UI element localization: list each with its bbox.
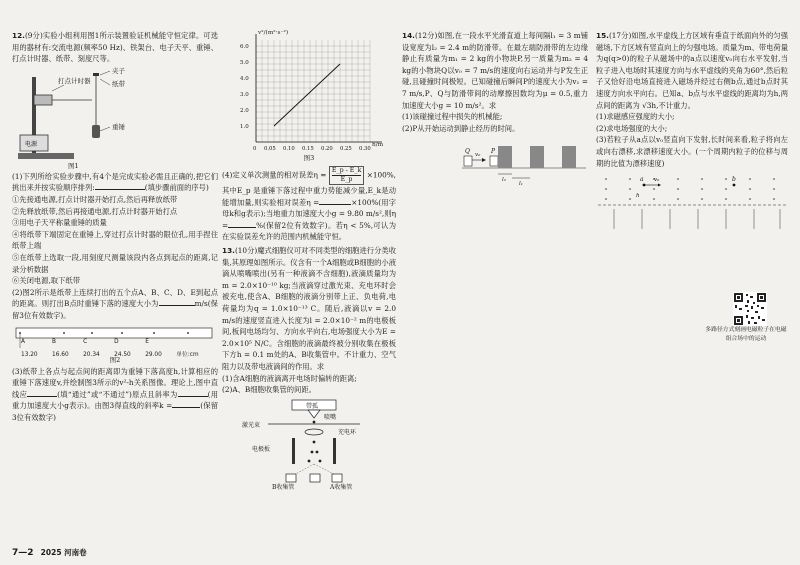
q14-part1: (1)该碰撞过程中损失的机械能; xyxy=(402,112,503,122)
q13-text: 13.(10分)魔式细胞仪可对不同类型的细胞进行分类收集,其原理如图所示。仪含有一个A细胞或B细胞的小液滴从喷嘴喷出(另有一种液滴不含细胞),液滴质量均为m = 2.0×10⁻¹⁰ kg;当液滴穿过激光束、充电环时会被充电,使含A、B细胞的液滴分别带上正、负电荷,电荷量均为q = 1.0×10⁻¹³ C。随后,液滴以v = 2.0 m/s的速度竖直进入长度为l = 2.0×10⁻² m的电极板间,板间电场均匀、方向水平向右,电场强度大小为E = 2.0×10⁵ N/C。含细胞的液滴最终被分别收集在极板下方h = 0.1 m处的A、B收集管中。不计重力、空气阻力以及带电液滴间的作用。求 xyxy=(222,245,396,371)
label-timer: 打点计时器 xyxy=(58,76,91,85)
tape-letter-a: A xyxy=(21,338,25,345)
label-p: P xyxy=(491,148,496,156)
tube-a xyxy=(332,474,342,482)
label-laser: 激光束 xyxy=(242,421,261,429)
tape-value-b: 16.60 xyxy=(52,352,69,359)
x-tick-5: 0.25 xyxy=(340,146,352,152)
x-tick-1: 0.05 xyxy=(264,146,276,152)
q15-text: 15.(17分)如图,水平虚线上方区域有垂直于纸面向外的匀强磁场,下方区域有竖直向上的匀强电场。质量为m、带电荷量为q(q>0)的粒子从磁场中的a点以速度v₀向右水平发射,当粒子进入电场时其速度方向与水平虚线的夹角为60°,然后粒子又恰好沿电场直接进入磁场并经过右侧b点,通过b点时其速度方向水平向右。已知a、b点与水平虚线的距离均为h,两点间的距离为 √3h,不计重力。 xyxy=(596,31,788,110)
tape-letter-c: C xyxy=(83,338,88,345)
q12-part4: (4)定义单次测量的相对误差η = $\frac{E\_p - E\_k}{E\_p}$ ×100%,其中E_p 是重锤下落过程中重力势能减少量,E_k是动能增加量,则实验相对误差η = ×100%(用字母k和g表示);当地重力加速度大小g = 9.80 m/s²,则η = %(保留2位有效数字)。若η < 5%,可认为在实验误差允许的范围内机械能守恒。 xyxy=(222,167,397,242)
qr-caption: 多路径方式刻画电磁粒子在电磁组合场中的运动 xyxy=(705,327,787,342)
label-b: b xyxy=(732,176,736,184)
tape-value-e: 29.00 xyxy=(145,352,162,359)
fit-line xyxy=(274,64,340,126)
tape-unit: 单位:cm xyxy=(176,352,199,359)
page-footer xyxy=(12,547,91,558)
label-v0-q15: v₀ xyxy=(654,177,660,184)
step-4: ④将纸带下端固定在重锤上,穿过打点计时器的限位孔,用手捏住纸带上端 xyxy=(12,229,218,251)
timer-body xyxy=(34,95,52,105)
electrode-left xyxy=(292,438,295,464)
answer-blank-origin[interactable] xyxy=(27,396,57,397)
tape-letter-b: B xyxy=(52,338,57,345)
weight-block xyxy=(92,125,100,138)
y-tick-1: 1.0 xyxy=(240,124,249,130)
charging-ring xyxy=(305,429,323,435)
stand-base xyxy=(18,153,74,159)
q15-part3: (3)若粒子从a点以v₀竖直向下发射,长时间来看,粒子将向左或向右漂移,求漂移速度大小。(一个周期内粒子的位移与周期的比值为漂移速度) xyxy=(596,135,788,168)
answer-blank-velocity[interactable] xyxy=(159,305,195,306)
answer-blank-slope-value[interactable] xyxy=(172,407,200,408)
figure-1 xyxy=(12,65,218,171)
step-3: ③用电子天平称量重锤的质量 xyxy=(12,218,107,228)
y-tick-3: 3.0 xyxy=(240,92,249,98)
tape-value-a: 13.20 xyxy=(21,352,38,359)
svg-text:电源: 电源 xyxy=(25,140,38,148)
figure-3-caption: 图3 xyxy=(303,154,315,162)
column-3 xyxy=(402,30,588,190)
q13-number: 13. xyxy=(222,245,235,255)
q13-part1: (1)含A细胞的液滴离开电场时偏转的距离; xyxy=(222,373,357,383)
label-h: h xyxy=(636,193,640,200)
figure-2 xyxy=(12,322,218,366)
answer-blank-slope-expr[interactable] xyxy=(178,396,208,397)
figure-1-caption: 图1 xyxy=(68,161,79,170)
label-plate: 电极板 xyxy=(252,445,271,453)
strip-2 xyxy=(530,146,544,168)
q12-part2: (2)图2所示是纸带上连续打出的五个点A、B、C、D、E到起点的距离。则打出B点时重锤下落的速度大小为 m/s(保留3位有效数字)。 xyxy=(12,287,218,320)
y-tick-5: 5.0 xyxy=(240,60,249,66)
step-5: ⑤在纸带上选取一段,用刻度尺测量该段内各点到起点的距离,记录分析数据 xyxy=(12,252,218,274)
electric-field-lines xyxy=(614,209,780,229)
answer-blank-eta-expr[interactable] xyxy=(319,204,351,205)
column-2 xyxy=(222,30,397,491)
label-l2: l₂ xyxy=(502,177,506,184)
figure-3 xyxy=(222,30,396,166)
page-number: 7—2 xyxy=(12,548,34,558)
label-tube-b: B收集管 xyxy=(272,483,295,491)
q15-number: 15. xyxy=(596,31,609,40)
q12-part1: (1)下列所给实验步骤中,有4个是完成实验必需且正确的,把它们挑出来并按实验顺序排列: (填步骤前面的序号) xyxy=(12,171,218,193)
label-weight: 重锤 xyxy=(112,122,125,131)
brand-label: 2025 河南卷 xyxy=(40,548,87,557)
y-tick-4: 4.0 xyxy=(240,76,249,82)
q13-part2: (2)A、B细胞收集管的间距。 xyxy=(222,385,316,395)
label-ring: 充电环 xyxy=(338,428,357,436)
step-6: ⑥关闭电源,取下纸带 xyxy=(12,276,80,286)
electrode-right xyxy=(333,438,336,464)
qr-code[interactable] xyxy=(733,292,767,326)
answer-blank-steps[interactable] xyxy=(95,189,145,190)
q14-part2: (2)P从开始运动到静止经历的时间。 xyxy=(402,123,520,133)
x-tick-3: 0.15 xyxy=(302,146,314,152)
figure-15 xyxy=(596,173,788,235)
y-tick-6: 6.0 xyxy=(240,44,249,50)
x-tick-2: 0.10 xyxy=(283,146,295,152)
answer-blank-eta-value[interactable] xyxy=(228,227,256,228)
column-1 xyxy=(12,30,218,423)
column-4 xyxy=(596,30,788,235)
label-q: Q xyxy=(465,148,470,156)
label-tube-a: A收集管 xyxy=(330,483,353,491)
step-1: ①先接通电源,打点计时器开始打点,然后再释放纸带 xyxy=(12,194,178,204)
q12-intro: 12.(9分)实验小组利用图1所示装置验证机械能守恒定律。可选用的器材有:交流电源(频率50 Hz)、铁架台、电子天平、重锤、打点计时器、纸带、刻度尺等。 xyxy=(12,31,218,64)
label-clip: 夹子 xyxy=(112,66,125,75)
q14-number: 14. xyxy=(402,31,415,40)
label-l1: l₁ xyxy=(519,181,523,188)
y-tick-2: 2.0 xyxy=(240,108,249,114)
figure-14 xyxy=(402,138,588,190)
x-tick-6: 0.30 xyxy=(359,146,371,152)
step-2: ②先释放纸带,然后再接通电源,打点计时器开始打点 xyxy=(12,206,178,216)
field-region-diagram xyxy=(596,173,788,235)
graph-ylabel: v²/(m²·s⁻²) xyxy=(258,30,289,36)
x-tick-0: 0 xyxy=(253,146,257,152)
q12-part3: (3)纸带上各点与起点间的距离即为重锤下落高度h,计算相应的重锤下落速度v,并绘制图3所示的v²-h关系图像。理论上,图中直线应 (填“通过”或“不通过”)原点且斜率为 (用重力加速度大小g表示)。由图3得直线的斜率k = (保留3位有效数字) xyxy=(12,366,218,422)
label-v0: v₀ xyxy=(475,152,481,159)
tape-letter-d: D xyxy=(114,338,119,345)
graph-xlabel: h/m xyxy=(372,142,384,148)
label-tape: 纸带 xyxy=(112,79,125,88)
strip-1 xyxy=(498,146,512,168)
strip-3 xyxy=(562,146,576,168)
tube-b xyxy=(286,474,296,482)
q14-text: 14.(12分)如图,在一段水平光滑直道上每间隔l₁ = 3 m铺设宽度为l₂ = 2.4 m的防滑带。在最左端防滑带的左边缘静止有质量为m₁ = 2 kg的小物块P,另一质量为m₂ = 4 kg的小物块Q以v₀ = 7 m/s的速度向右运动并与P发生正碰,且碰撞时间极短。已知碰撞后瞬间P的速度大小为v₁ = 7 m/s,P、Q与防滑带间的动摩擦因数均为μ = 0.5,重力加速度大小g = 10 m/s²。求 xyxy=(402,31,588,110)
label-nozzle: 喷嘴 xyxy=(324,413,337,421)
error-fraction: $\frac{E\_p - E\_k}{E\_p}$ xyxy=(329,166,364,185)
tape-letter-e: E xyxy=(145,338,149,345)
tape-value-c: 20.34 xyxy=(83,352,100,359)
tape-value-d: 24.50 xyxy=(114,352,131,359)
figure-2-caption: 图2 xyxy=(109,355,121,364)
label-flow: 带孤 xyxy=(306,402,319,410)
figure-13 xyxy=(222,398,396,491)
q15-part2: (2)求电场强度的大小; xyxy=(596,123,668,133)
q12-number: 12. xyxy=(12,31,25,40)
q15-part1: (1)求磁感应强度的大小; xyxy=(596,112,675,122)
magnetic-field-dots xyxy=(605,178,775,200)
label-a: a xyxy=(640,176,644,184)
x-tick-4: 0.20 xyxy=(321,146,333,152)
